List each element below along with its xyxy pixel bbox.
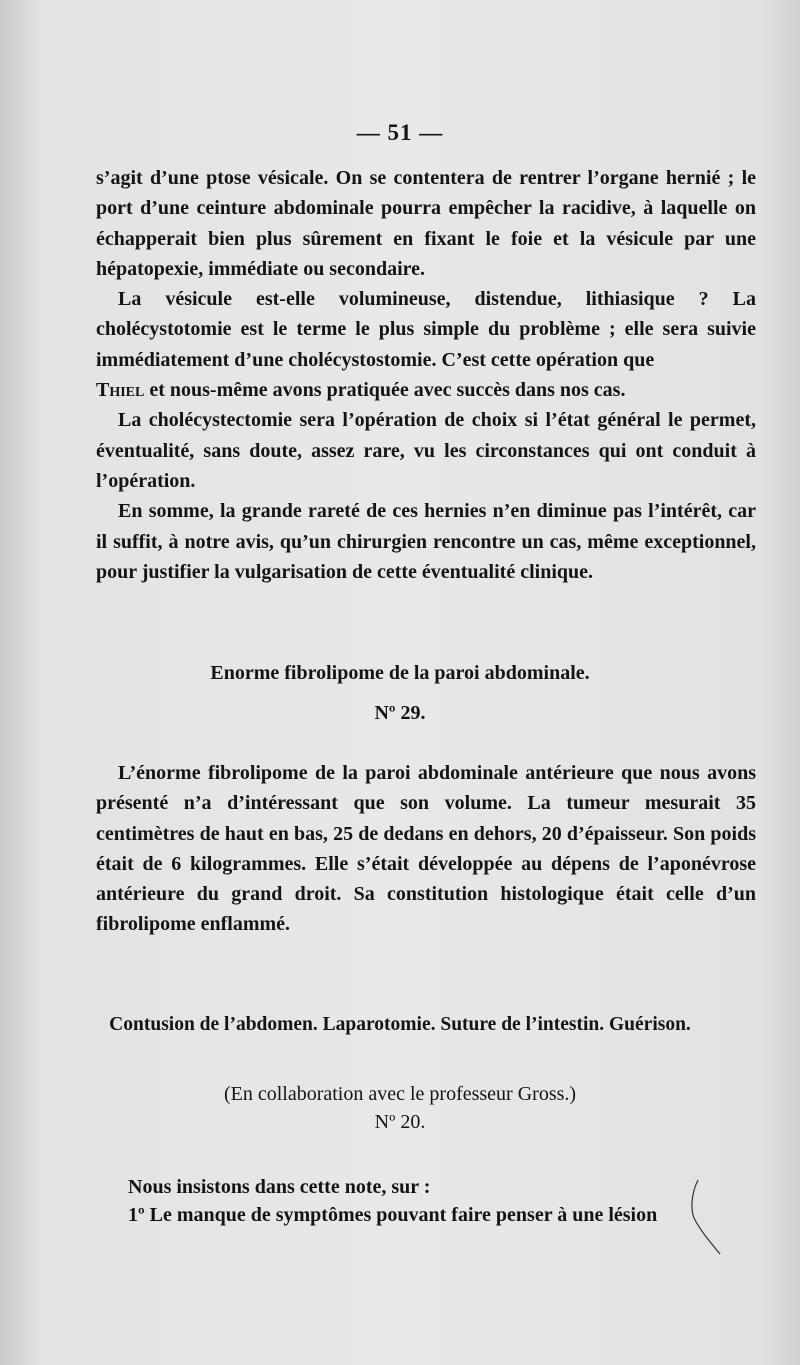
collaboration-note: (En collaboration avec le professeur Gross.) (223, 1083, 577, 1105)
section-number-20: Nº 20. (374, 1111, 426, 1133)
section-title-contusion: Contusion de l’abdomen. Laparotomie. Suture de l’intestin. Guérison. (109, 1014, 691, 1035)
author-name-thiel: Thiel (96, 379, 145, 402)
text-line-symptomes: 1º Le manque de symptômes pouvant faire penser à une lésion (128, 1204, 658, 1226)
paragraph-thiel-text: et nous-même avons pratiquée avec succès dans nos cas. (144, 379, 626, 402)
section-number-29: Nº 29. (374, 702, 426, 724)
body-text-fibrolipome (96, 758, 756, 940)
paragraph-vesicule: La vésicule est-elle volumineuse, distendue, lithiasique ? La cholécystotomie est le terme le plus simple du problème ; elle sera suivie immédiatement d’une cholécystostomie. C’est cette opération que (96, 288, 756, 371)
paragraph-fibrolipome: L’énorme fibrolipome de la paroi abdominale antérieure que nous avons présenté n’a d’intéressant que son volume. La tumeur mesurait 35 centimètres de haut en bas, 25 de dedans en dehors, 20 d’épaisseur. Son poids était de 6 kilogrammes. Elle s’était développée au dépens de l’aponévrose antérieure du grand droit. Sa constitution histologique était celle d’un fibrolipome enflammé. (96, 762, 756, 936)
paragraph-en-somme: En somme, la grande rareté de ces hernies n’en diminue pas l’intérêt, car il suffit, à notre avis, qu’un chirurgien rencontre un cas, même exceptionnel, pour justifier la vulgarisation de cette éventualité clinique. (96, 500, 756, 583)
paragraph-thiel (96, 375, 756, 405)
body-text-top (96, 163, 756, 587)
section-title-fibrolipome: Enorme fibrolipome de la paroi abdominale. (210, 662, 590, 684)
page-number: — 51 — (356, 120, 444, 145)
paragraph-ptose: s’agit d’une ptose vésicale. On se contentera de rentrer l’organe hernié ; le port d’une ceinture abdominale pourra empêcher la racidive, à laquelle on échapperait bien plus sûrement en fixant le foie et la vésicule par une hépatopexie, immédiate ou secondaire. (96, 167, 756, 280)
text-line-insistons: Nous insistons dans cette note, sur : (128, 1176, 431, 1198)
paragraph-cholecystectomie: La cholécystectomie sera l’opération de choix si l’état général le permet, éventualité, sans doute, assez rare, vu les circonstances qui ont conduit à l’opération. (96, 409, 756, 492)
pencil-mark-icon (686, 1178, 726, 1258)
